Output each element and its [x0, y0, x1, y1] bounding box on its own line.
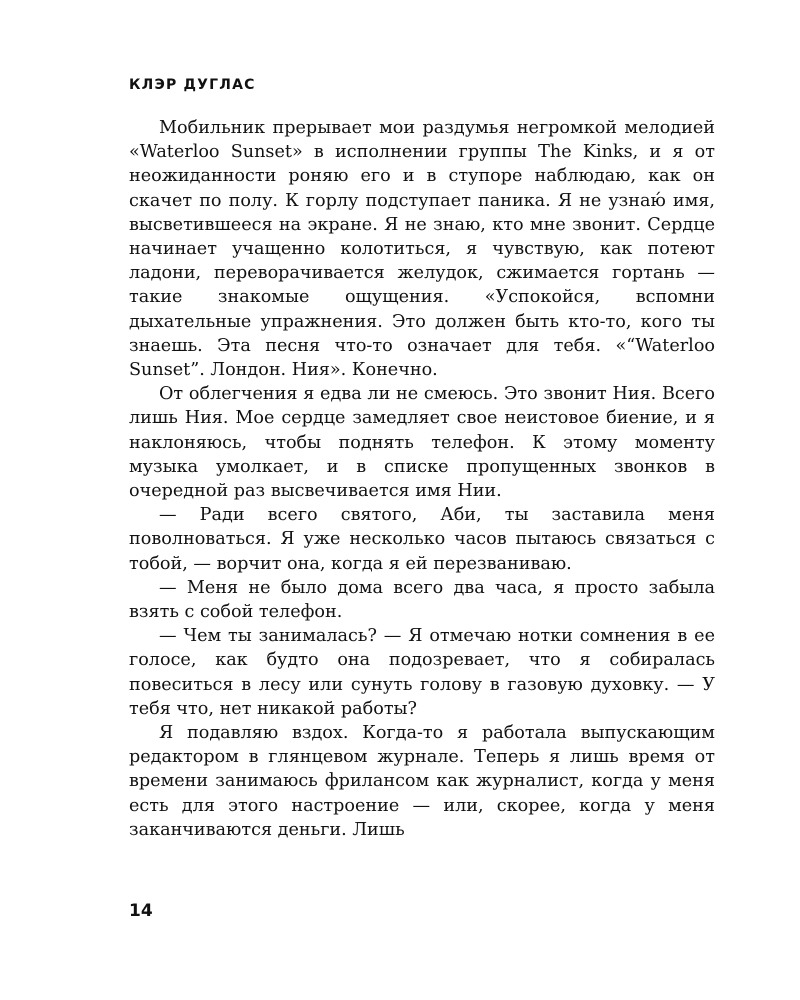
paragraph: — Ради всего святого, Аби, ты заставила меня поволноваться. Я уже несколько часов пытаюсь связаться с тобой, — ворчит она, когда я ей перезваниваю. — [129, 505, 715, 574]
body-text — [129, 116, 715, 842]
running-header: КЛЭР ДУГЛАС — [129, 77, 256, 93]
paragraph: — Меня не было дома всего два часа, я просто забыла взять с собой телефон. — [129, 577, 715, 623]
paragraph: Я подавляю вздох. Когда-то я работала выпускающим редактором в глянцевом журнале. Теперь я лишь время от времени занимаюсь фрилансом как журналист, когда у меня есть для этого настроение — или, скорее, когда у меня заканчиваются деньги. Лишь — [129, 723, 715, 840]
paragraph: — Чем ты занималась? — Я отмечаю нотки сомнения в ее голосе, как будто она подозревает, что я собиралась повеситься в лесу или сунуть голову в газовую духовку. — У тебя что, нет никакой работы? — [129, 626, 715, 719]
paragraph: От облегчения я едва ли не смеюсь. Это звонит Ния. Всего лишь Ния. Мое сердце замедляет свое неистовое биение, и я наклоняюсь, чтобы поднять телефон. К этому моменту музыка умолкает, и в списке пропущенных звонков в очередной раз высвечивается имя Нии. — [129, 384, 715, 502]
paragraph: Мобильник прерывает мои раздумья негромкой мелодией «Waterloo Sunset» в исполнении группы The Kinks, и я от неожиданности роняю его и в ступоре наблюдаю, как он скачет по полу. К горлу подступает паника. Я не узнаю́ имя, высветившееся на экране. Я не знаю, кто мне звонит. Сердце начинает учащенно колотиться, я чувствую, как потеют ладони, переворачивается желудок, сжимается гортань — такие знакомые ощущения. «Успокойся, вспомни дыхательные упражнения. Это должен быть кто-то, кого ты знаешь. Эта песня что-то означает для тебя. «“Waterloo Sunset”. Лондон. Ния». Конечно. — [129, 118, 715, 381]
page-number: 14 — [129, 901, 153, 921]
